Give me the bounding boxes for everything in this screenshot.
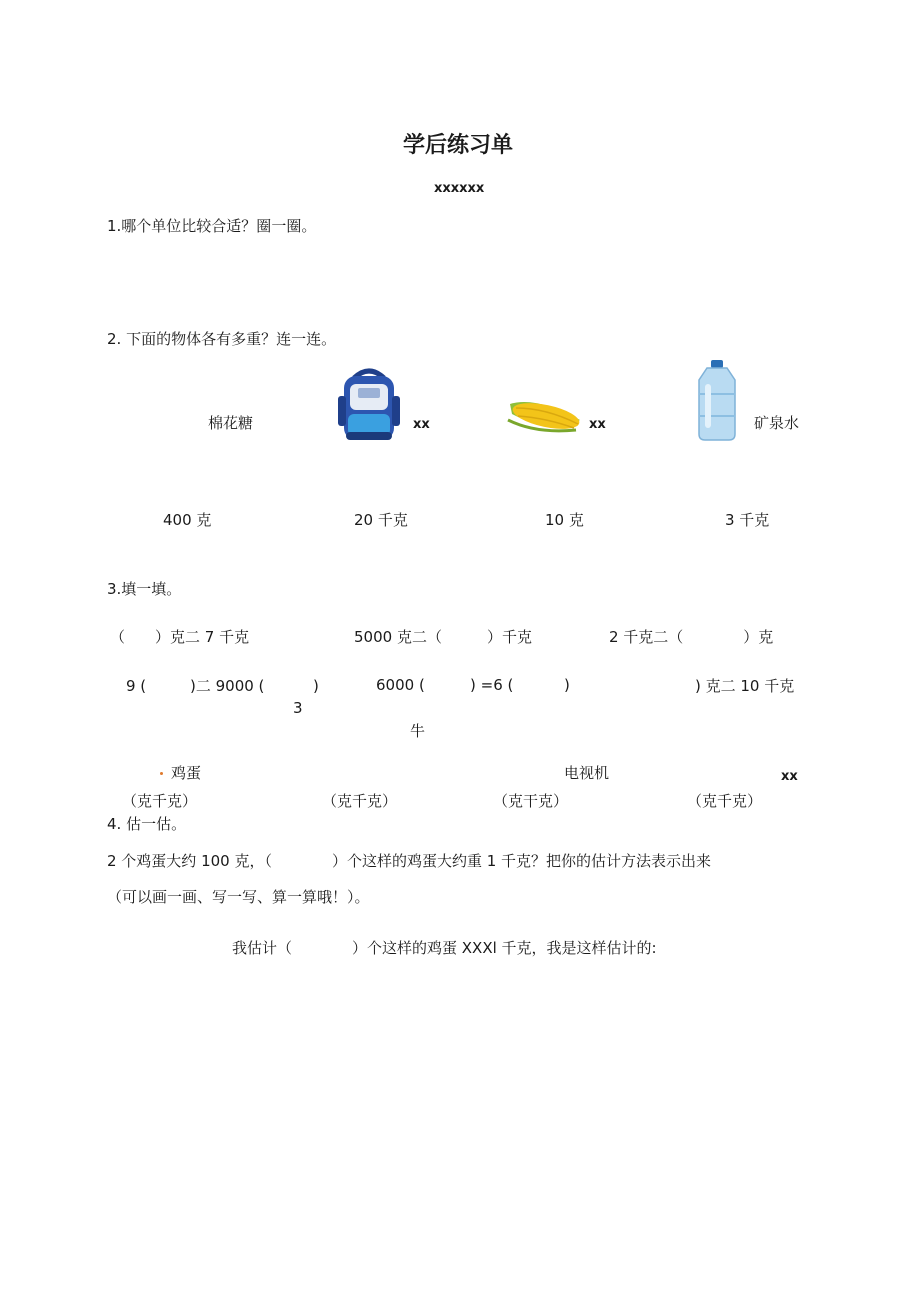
corn-icon (506, 394, 584, 440)
q3-object-egg: 鸡蛋 (171, 764, 202, 782)
bullet-dot (160, 772, 163, 775)
q2-item-cotton-candy-label: 棉花糖 (208, 414, 254, 432)
q3-row2-part-7: ) 克二 10 千克 (695, 677, 795, 695)
q2-item-corn-label: xx (589, 417, 606, 432)
q3-choice-2: （克千克） (322, 792, 398, 810)
q4-prompt: 4. 估一估。 (107, 815, 187, 833)
q3-row2-part-4: 6000 ( (376, 676, 425, 694)
q3-row1-item-2: 5000 克二（ ）千克 (354, 628, 532, 646)
water-jug-icon (695, 360, 739, 442)
q3-object-xx: xx (781, 769, 798, 784)
q3-cow-label: 牛 (410, 722, 426, 740)
q3-choice-1: （克千克） (122, 792, 198, 810)
q3-row1-item-1: （ ）克二 7 千克 (110, 628, 250, 646)
q2-weight-2: 20 千克 (354, 511, 408, 529)
q3-object-tv: 电视机 (564, 764, 610, 782)
q2-item-water-label: 矿泉水 (754, 414, 800, 432)
q2-weight-3: 10 克 (545, 511, 584, 529)
q4-line-1: 2 个鸡蛋大约 100 克，（ ）个这样的鸡蛋大约重 1 千克？把你的估计方法表示出来 (107, 852, 712, 870)
page-title: 学后练习单 (403, 133, 514, 158)
q3-row1-item-3: 2 千克二（ ）克 (609, 628, 774, 646)
page-subtitle: xxxxxx (434, 181, 485, 196)
q4-line-3: 我估计（ ）个这样的鸡蛋 XXXl 千克，我是这样估计的: (232, 939, 657, 957)
q3-row2-part-3: ) (313, 677, 319, 695)
q2-weight-1: 400 克 (163, 511, 212, 529)
q2-item-backpack-label: xx (413, 417, 430, 432)
q3-prompt: 3.填一填。 (107, 580, 182, 598)
backpack-icon (336, 366, 402, 444)
q3-choice-4: （克千克） (687, 792, 763, 810)
q2-prompt: 2. 下面的物体各有多重？连一连。 (107, 330, 337, 348)
q3-row2-part-1: 9 ( (126, 677, 147, 695)
q3-choice-3: （克干克） (493, 792, 569, 810)
q3-stray-number: 3 (293, 699, 303, 717)
q3-row2-part-6: ) (564, 676, 570, 694)
q2-weight-4: 3 千克 (725, 511, 770, 529)
q3-row2-part-5: ) =6 ( (470, 676, 514, 694)
q4-line-2: （可以画一画、写一写、算一算哦！）。 (107, 888, 370, 906)
q3-row2-part-2: )二 9000 ( (190, 677, 265, 695)
q1-prompt: 1.哪个单位比较合适？圈一圈。 (107, 217, 317, 235)
